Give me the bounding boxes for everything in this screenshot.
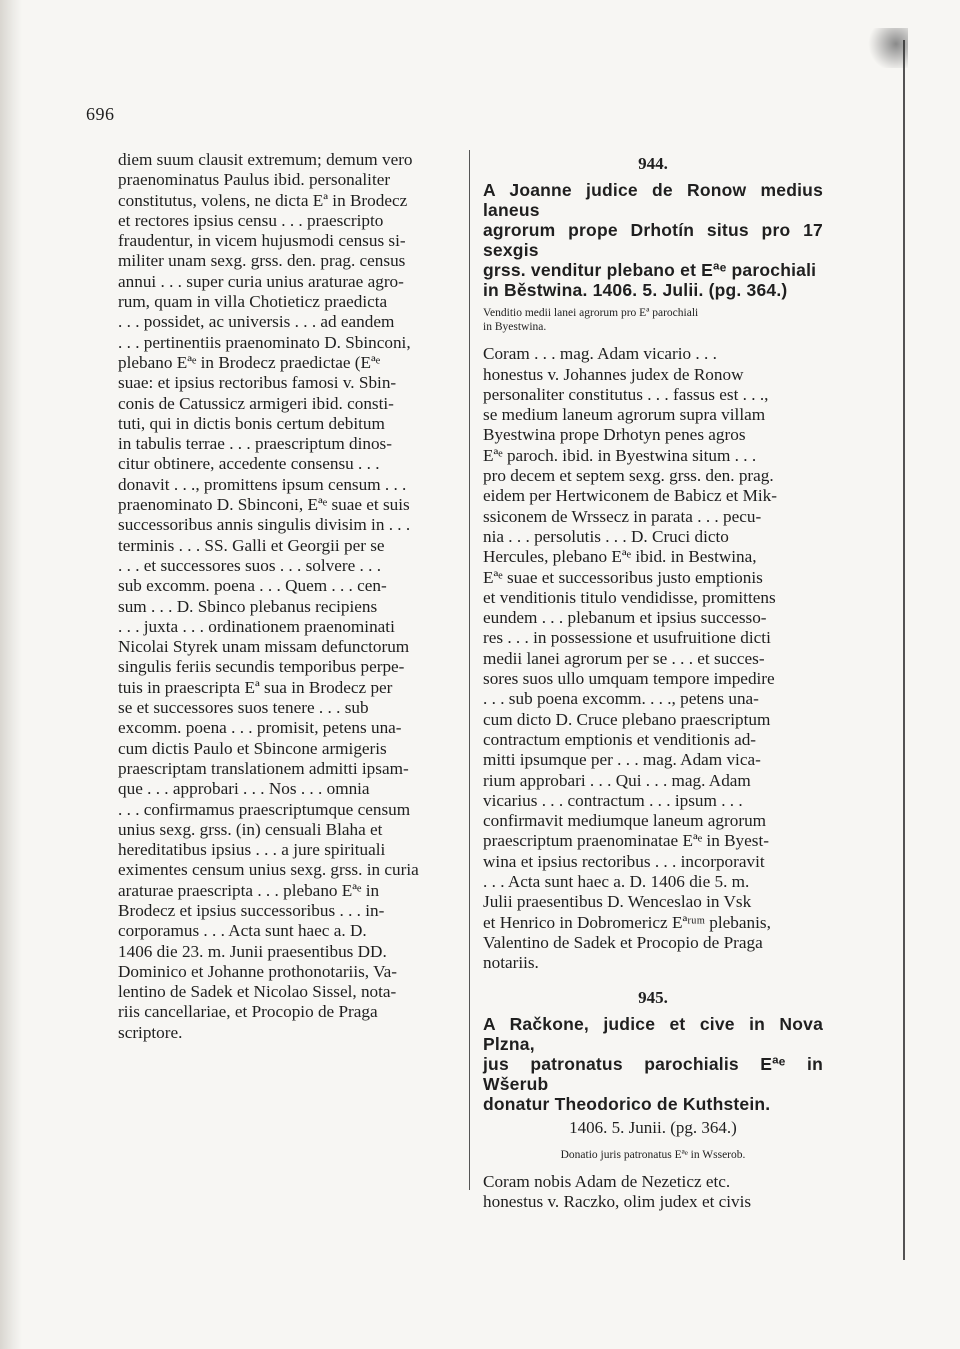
text-line: constitutus, volens, ne dicta Eª in Brodecz (118, 190, 408, 210)
text-line: suae: et ipsius rectoribus famosi v. Sbin- (118, 373, 397, 393)
text-line: se et successores suos tenere . . . sub (118, 698, 369, 718)
scan-edge-shadow (0, 0, 22, 1349)
summary-line: in Byestwina. (483, 321, 547, 334)
title-line: A Joanne judice de Ronow medius laneus (483, 180, 823, 221)
text-line: Byestwina prope Drhotyn penes agros (483, 425, 746, 445)
document-number-945: 945. (638, 987, 668, 1007)
text-line: vicarius . . . contractum . . . ipsum . . . (483, 790, 743, 810)
text-line: 1406 die 23. m. Junii praesentibus DD. (118, 941, 387, 961)
text-line: Nicolai Styrek unam missam defunctorum (118, 637, 410, 657)
text-line: nia . . . persolutis . . . D. Cruci dicto (483, 526, 729, 546)
text-line: donavit . . ., promittens ipsum censum . . . (118, 474, 407, 494)
text-line: et rectores ipsius censu . . . praescripto (118, 210, 384, 230)
text-line: scriptore. (118, 1022, 183, 1042)
text-line: cum dictis Paulo et Sbincone armigeris (118, 738, 387, 758)
text-line: plebano Eªᵉ in Brodecz praedictae (Eªᵉ (118, 352, 381, 372)
text-line: honestus v. Raczko, olim judex et civis (483, 1192, 752, 1212)
text-line: lentino de Sadek et Nicolao Sissel, nota- (118, 982, 397, 1002)
text-line: in tabulis terrae . . . praescriptum dinos- (118, 434, 392, 454)
text-line: et Henrico in Dobromericz Eªʳᵘᵐ plebanis, (483, 912, 771, 932)
text-line: cum dicto D. Cruce plebano praescriptum (483, 709, 771, 729)
page-number: 696 (86, 104, 115, 124)
text-line: contractum emptionis et venditionis ad- (483, 729, 757, 749)
left-column (118, 150, 460, 1043)
text-line: riis cancellariae, et Procopio de Praga (118, 1002, 378, 1022)
text-line: . . . Acta sunt haec a. D. 1406 die 5. m. (483, 872, 750, 892)
text-line: successoribus annis singulis divisim in . . . (118, 515, 411, 535)
document-date-945: 1406. 5. Junii. (pg. 364.) (569, 1117, 737, 1137)
text-line: rium approbari . . . Qui . . . mag. Adam (483, 770, 751, 790)
text-line: honestus v. Johannes judex de Ronow (483, 364, 744, 384)
text-line: praescriptum praenominatae Eªᵉ in Byest- (483, 831, 769, 851)
text-line: praescriptam translationem admitti ipsam- (118, 758, 409, 778)
title-line: donatur Theodorico de Kuthstein. (483, 1093, 771, 1114)
text-line: . . . et successores suos . . . solvere . . . (118, 555, 382, 575)
text-line: Hercules, plebano Eªᵉ ibid. in Bestwina, (483, 547, 757, 567)
text-line: Eªᵉ paroch. ibid. in Byestwina situm . . . (483, 445, 757, 465)
text-line: pro decem et septem sexg. grss. den. prag. (483, 466, 774, 486)
scan-right-edge-line (903, 40, 905, 1260)
document-body-945 (483, 1172, 823, 1213)
text-line: terminis . . . SS. Galli et Georgii per se (118, 535, 385, 555)
text-line: tuti, qui in dictis bonis certum debitum (118, 413, 385, 433)
text-line: sum . . . D. Sbinco plebanus recipiens (118, 596, 378, 616)
text-line: confirmavit mediumque laneum agrorum (483, 811, 767, 831)
text-line: ssiconem de Wrssecz in parata . . . pecu- (483, 506, 762, 526)
text-line: personaliter constitutus . . . fassus est . . ., (483, 384, 769, 404)
text-line: se medium laneum agrorum supra villam (483, 405, 766, 425)
text-line: praenominatus Paulus ibid. personaliter (118, 170, 391, 190)
text-line: mitti ipsumque per . . . mag. Adam vica- (483, 750, 761, 770)
text-line: notariis. (483, 953, 539, 973)
text-line: . . . sub poena excomm. . . ., petens una- (483, 689, 759, 709)
text-line: hereditatibus ipsius . . . a jure spirituali (118, 840, 386, 860)
text-line: singulis feriis secundis temporibus perpe- (118, 657, 405, 677)
text-line: tuis in praescripta Eª sua in Brodecz per (118, 677, 393, 697)
text-line: eidem per Hertwiconem de Babicz et Mik- (483, 486, 777, 506)
text-line: rum, quam in villa Chotieticz praedicta (118, 292, 388, 312)
document-number-944: 944. (638, 154, 668, 173)
text-line: sub excomm. poena . . . Quem . . . cen- (118, 576, 387, 596)
document-body-944 (483, 344, 823, 973)
text-line: res . . . in possessione et usufruitione dicti (483, 628, 771, 648)
title-line: agrorum prope Drhotín situs pro 17 sexgis (483, 220, 823, 261)
text-line: Coram nobis Adam de Nezeticz etc. (483, 1172, 731, 1192)
text-line: excomm. poena . . . promisit, petens una- (118, 718, 402, 738)
scan-corner-mark (868, 28, 908, 68)
document-title-945 (483, 1014, 823, 1114)
text-line: Brodecz et ipsius successoribus . . . in- (118, 900, 385, 920)
title-line: in Běstwina. 1406. 5. Julii. (pg. 364.) (483, 280, 788, 301)
text-line: militer unam sexg. grss. den. prag. census (118, 251, 406, 271)
text-line: fraudentur, in vicem hujusmodi census si- (118, 231, 406, 251)
document-summary-944 (483, 306, 823, 334)
text-line: que . . . approbari . . . Nos . . . omnia (118, 779, 370, 799)
text-line: Dominico et Johanne prothonotariis, Va- (118, 961, 397, 981)
text-line: . . . pertinentiis praenominato D. Sbinconi, (118, 332, 411, 352)
text-line: eundem . . . plebanum et ipsius successo- (483, 608, 767, 628)
text-line: Coram . . . mag. Adam vicario . . . (483, 344, 717, 364)
text-line: annui . . . super curia unius araturae agro- (118, 271, 404, 291)
text-line: unius sexg. grss. (in) censuali Blaha et (118, 819, 383, 839)
text-line: corporamus . . . Acta sunt haec a. D. (118, 921, 367, 941)
text-line: . . . possidet, ac universis . . . ad eandem (118, 312, 395, 332)
title-line: grss. venditur plebano et Eªᵉ parochiali (483, 260, 817, 281)
text-line: eximentes censum unius sexg. grss. in curia (118, 860, 419, 880)
summary-line: Venditio medii lanei agrorum pro Eª parochiali (483, 307, 699, 320)
text-line: praenominato D. Sbinconi, Eªᵉ suae et suis (118, 495, 410, 515)
text-line: wina et ipsius rectoribus . . . incorporavit (483, 851, 765, 871)
column-divider (469, 150, 470, 1190)
text-line: Eªᵉ suae et successoribus justo emptionis (483, 567, 763, 587)
text-line: citur obtinere, accedente consensu . . . (118, 454, 380, 474)
title-line: A Račkone, judice et cive in Nova Plzna, (483, 1013, 823, 1054)
text-line: . . . juxta . . . ordinationem praenominati (118, 616, 395, 636)
text-line: conis de Catussicz armigeri ibid. consti- (118, 393, 394, 413)
text-line: sores suos ullo umquam tempore impedire (483, 669, 775, 689)
text-line: et venditionis titulo vendidisse, promittens (483, 587, 776, 607)
text-line: medii lanei agrorum per se . . . et succes- (483, 648, 765, 668)
text-line: diem suum clausit extremum; demum vero (118, 150, 413, 169)
text-line: araturae praescripta . . . plebano Eªᵉ in (118, 880, 380, 900)
text-line: . . . confirmamus praescriptumque censum (118, 799, 411, 819)
text-line: Julii praesentibus D. Wenceslao in Vsk (483, 892, 752, 912)
right-column (483, 150, 823, 1213)
document-summary-945: Donatio juris patronatus Eªᵉ in Wsserob. (560, 1149, 746, 1162)
document-title-944 (483, 180, 823, 300)
title-line: jus patronatus parochialis Eªᵉ in Wšerub (483, 1053, 823, 1094)
text-line: Valentino de Sadek et Procopio de Praga (483, 932, 763, 952)
